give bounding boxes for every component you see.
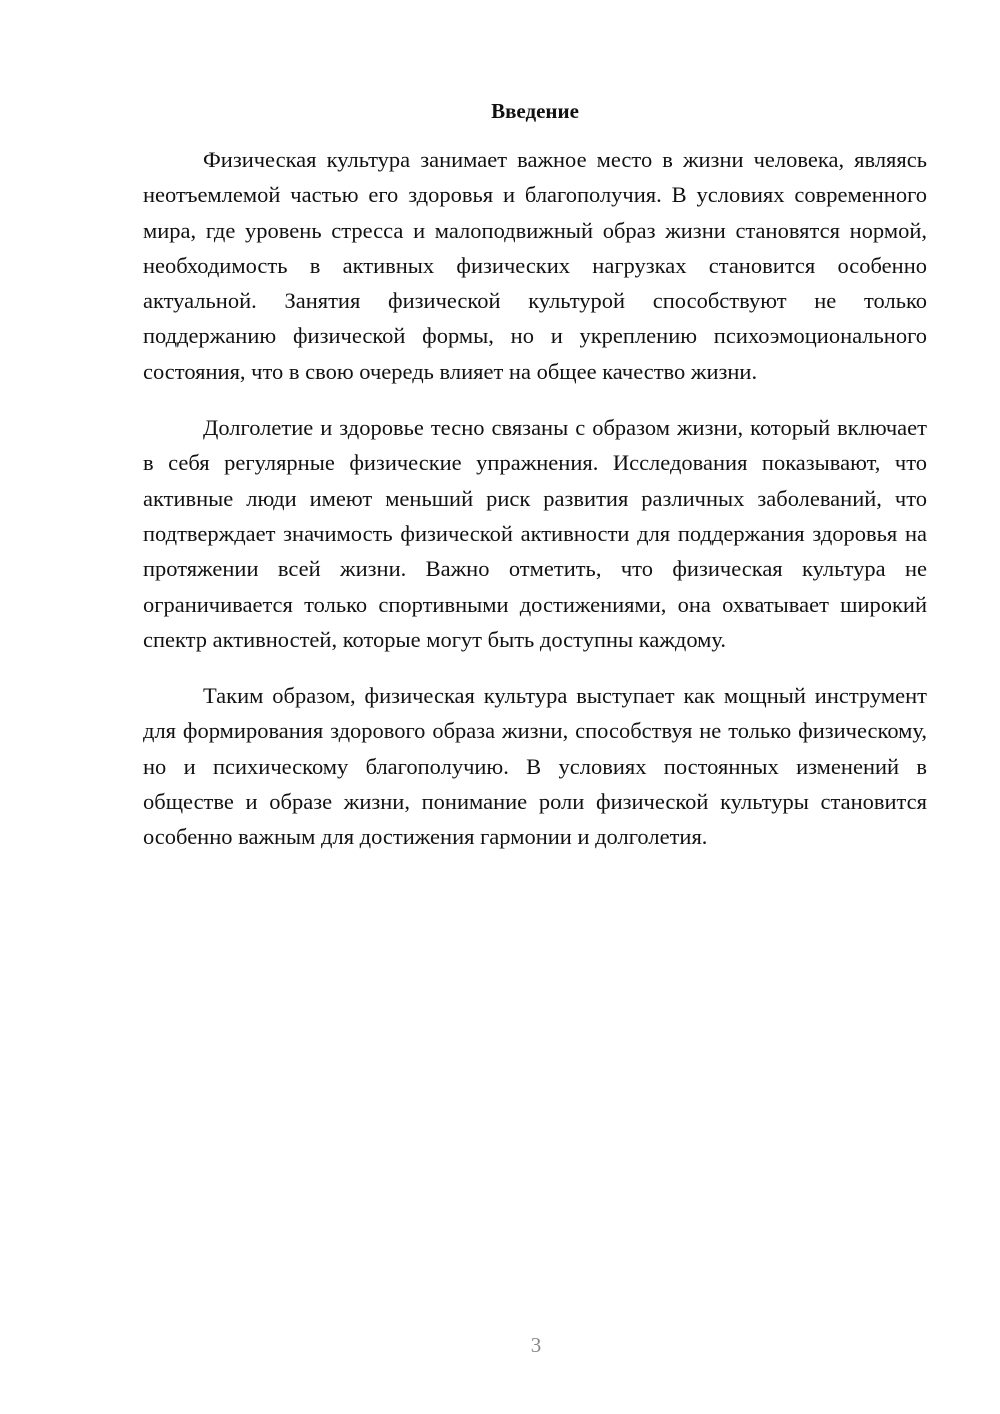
paragraph-2: Долголетие и здоровье тесно связаны с образом жизни, который включает в себя регулярные физические упражнения. Исследования показывают, что активные люди имеют меньший риск развития различных заболеваний, что подтверждает значимость физической активности для поддержания здоровья на протяжении всей жизни. Важно отметить, что физическая культура не ограничивается только спортивными достижениями, она охватывает широкий спектр активностей, которые могут быть доступны каждому. bbox=[143, 415, 927, 652]
page-number: 3 bbox=[530, 1333, 542, 1357]
paragraph-1: Физическая культура занимает важное место в жизни человека, являясь неотъемлемой частью его здоровья и благополучия. В условиях современного мира, где уровень стресса и малоподвижный образ жизни становятся нормой, необходимость в активных физических нагрузках становится особенно актуальной. Занятия физической культурой способствуют не только поддержанию физической формы, но и укреплению психоэмоционального состояния, что в свою очередь влияет на общее качество жизни. bbox=[143, 147, 927, 384]
page-content bbox=[143, 96, 927, 855]
section-heading: Введение bbox=[491, 99, 579, 123]
paragraph-3: Таким образом, физическая культура выступает как мощный инструмент для формирования здорового образа жизни, способствуя не только физическому, но и психическому благополучию. В условиях постоянных изменений в обществе и образе жизни, понимание роли физической культуры становится особенно важным для достижения гармонии и долголетия. bbox=[143, 683, 927, 850]
page-number-footer bbox=[0, 1332, 1000, 1358]
